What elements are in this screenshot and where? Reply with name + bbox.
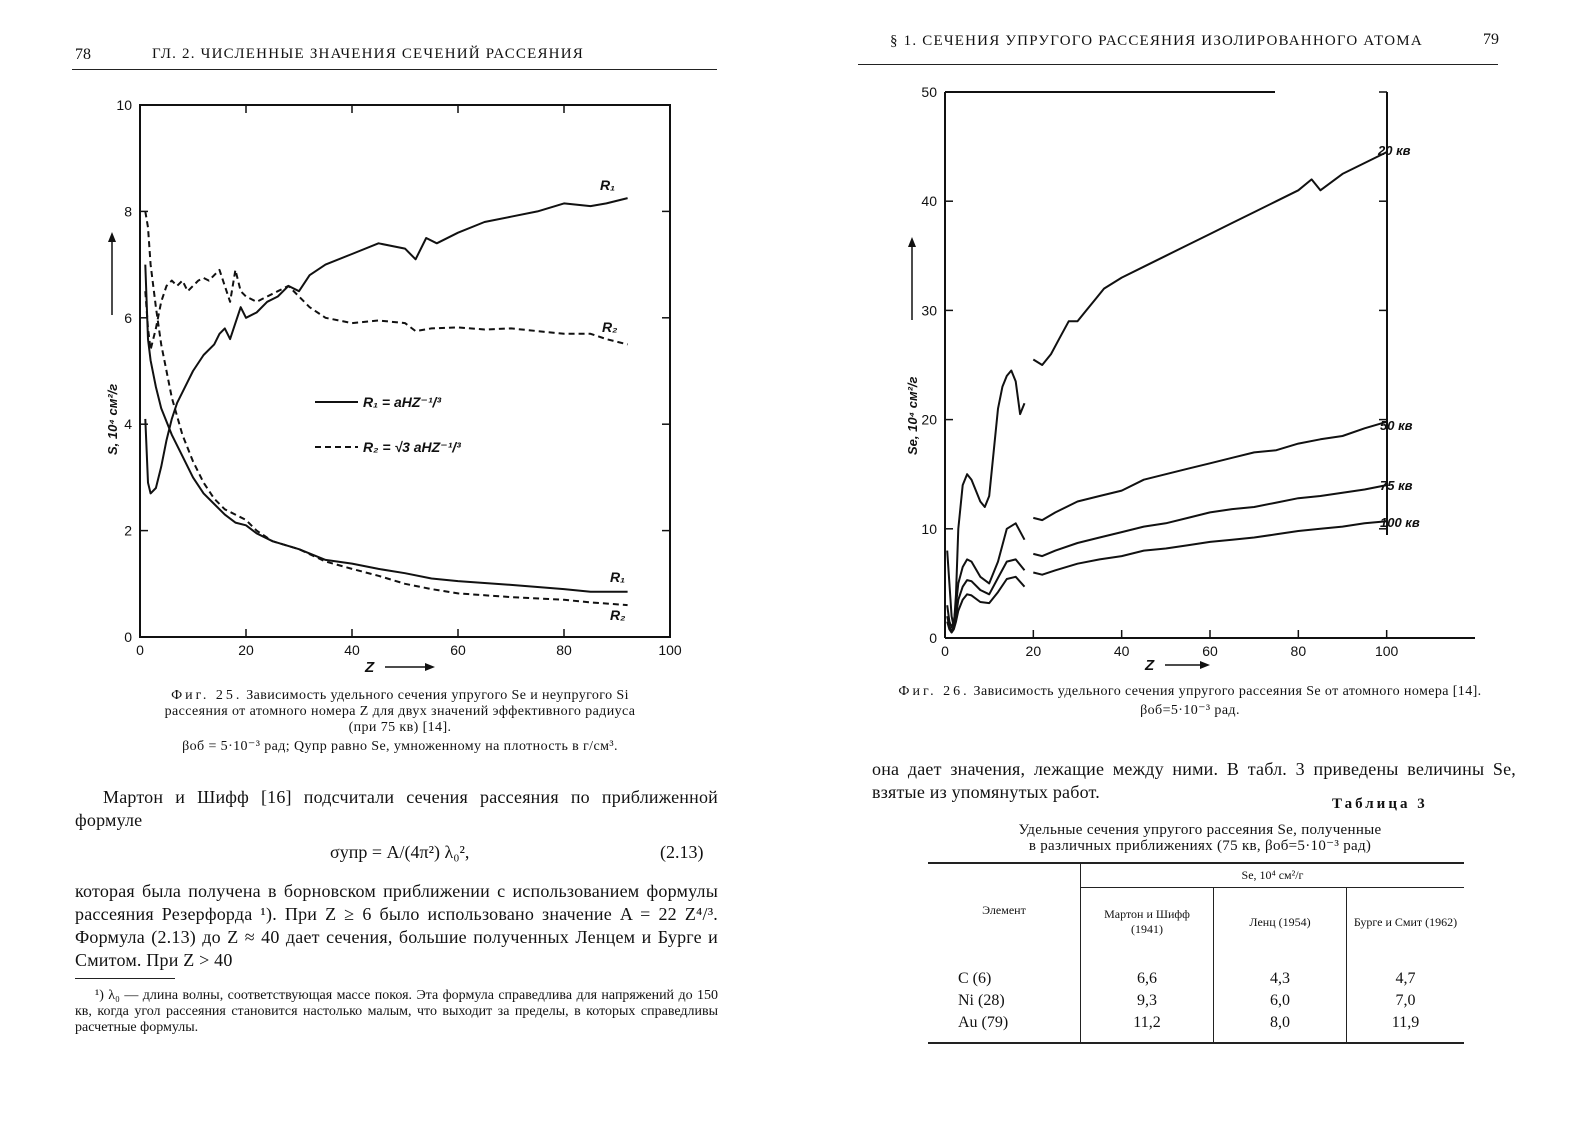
y-tick-label: 30: [921, 302, 937, 319]
x-tick-label: 80: [1290, 643, 1307, 659]
caption-label: Фиг. 25.: [171, 688, 243, 703]
caption-line: (при 75 кв) [14].: [348, 720, 452, 735]
y-tick-label: 4: [124, 416, 132, 433]
table-title: Таблица 3: [1332, 796, 1428, 812]
legend-label: R₂ = √3 aHZ⁻¹/³: [363, 439, 461, 455]
figure-26-chart: [890, 80, 1490, 680]
right-page: [790, 0, 1571, 1146]
legend-label: R₁ = aHZ⁻¹/³: [363, 394, 442, 410]
curve-label: R₂: [610, 607, 626, 623]
running-head: ГЛ. 2. ЧИСЛЕННЫЕ ЗНАЧЕНИЯ СЕЧЕНИЙ РАССЕЯНИЯ: [152, 46, 584, 62]
table-cell: 4,3: [1214, 956, 1347, 990]
table-cell: 6,6: [1081, 956, 1214, 990]
curve-label: R₁: [610, 569, 626, 585]
column-header: Ленц (1954): [1214, 888, 1347, 957]
x-tick-label: 40: [1113, 643, 1130, 659]
footnote: ¹) λ₀ — длина волны, соответствующая массе покоя. Эта формула справедлива для напряжений до 150 кв, когда угол рассеяния становится настолько малым, что выходит за пределы, в которых справедливы расчетные формулы.: [75, 988, 718, 1035]
table-caption: [940, 822, 1460, 854]
y-axis-label: S, 10⁴ см²/г: [105, 383, 120, 455]
y-tick-label: 0: [929, 630, 937, 646]
y-tick-label: 6: [124, 309, 132, 326]
curve-4-right: [1033, 521, 1386, 575]
x-tick-label: 100: [658, 642, 682, 658]
y-tick-label: 0: [124, 629, 132, 645]
formula-2-13: σупр = A/(4π²) λ₀²,: [330, 842, 470, 862]
footnote-rule: [75, 978, 175, 979]
y-tick-label: 40: [921, 193, 937, 210]
curve-label: R₂: [602, 319, 618, 335]
page-number: 78: [75, 46, 91, 63]
x-axis-arrowhead: [1200, 661, 1210, 669]
table-cell: 7,0: [1347, 990, 1465, 1012]
series-label: 20 кв: [1378, 143, 1411, 158]
table-cell: Au (79): [928, 1012, 1081, 1043]
figure-25-caption: [70, 688, 730, 755]
header-rule: [72, 69, 717, 70]
table-cell: 4,7: [1347, 956, 1465, 990]
table-caption-line: в различных приближениях (75 кв, βоб=5·10⁻³ рад): [1028, 838, 1372, 854]
series-label: 100 кв: [1380, 515, 1420, 530]
caption-line: βоб = 5·10⁻³ рад; Qупр равно Se, умноженному на плотность в г/см³.: [182, 739, 618, 754]
curve-label: R₁: [600, 177, 616, 193]
table-row: [928, 990, 1464, 1012]
curve-1-left: [947, 371, 1024, 628]
series-label: 75 кв: [1380, 478, 1413, 493]
page-number: 79: [1483, 31, 1499, 48]
x-tick-label: 100: [1374, 643, 1399, 659]
table-cell: 11,9: [1347, 1012, 1465, 1043]
y-tick-label: 8: [124, 203, 132, 220]
x-axis-arrowhead: [425, 663, 435, 671]
caption-line: βоб=5·10⁻³ рад.: [1140, 703, 1240, 718]
body-paragraph: которая была получена в борновском приближении с использованием формулы рассеяния Резерфорда ¹). При Z ≥ 6 было использовано значение A = 22 Z⁴/³. Формула (2.13) до Z ≈ 40 дает сечения, большие полученных Ленцем и Бурге и Смитом. При Z > 40: [75, 881, 718, 970]
x-tick-label: 40: [344, 642, 360, 658]
curve-3-right: [1033, 485, 1386, 556]
table-caption-line: Удельные сечения упругого рассеяния Se, полученные: [1018, 822, 1382, 838]
x-tick-label: 0: [136, 642, 144, 658]
y-axis-arrowhead: [108, 232, 116, 242]
caption-line: рассеяния от атомного номера Z для двух значений эффективного радиуса: [164, 704, 636, 719]
y-tick-label: 50: [921, 84, 937, 100]
column-header: Бурге и Смит (1962): [1347, 888, 1465, 957]
column-group-header: Se, 10⁴ см²/г: [1081, 863, 1465, 888]
y-axis-label: Se, 10⁴ см²/г: [905, 376, 920, 455]
table-cell: C (6): [958, 970, 992, 987]
y-tick-label: 10: [116, 97, 132, 113]
x-tick-label: 60: [1202, 643, 1218, 659]
caption-text: Зависимость удельного сечения упругого Se и неупругого Si: [246, 688, 629, 703]
figure-26-caption: [870, 684, 1510, 719]
running-head: § 1. СЕЧЕНИЯ УПРУГОГО РАССЕЯНИЯ ИЗОЛИРОВАННОГО АТОМА: [890, 33, 1423, 49]
header-rule: [858, 64, 1498, 65]
x-tick-label: 20: [1025, 643, 1042, 659]
table-cell: 9,3: [1081, 990, 1214, 1012]
y-axis-arrowhead: [908, 237, 916, 247]
x-axis-label: Z: [1145, 657, 1155, 674]
equation-number: (2.13): [660, 842, 704, 862]
table-cell: 6,0: [1214, 990, 1347, 1012]
table-row: [928, 1012, 1464, 1043]
column-header-element: Элемент: [928, 863, 1081, 956]
figure-25-chart: [90, 90, 690, 676]
caption-label: Фиг. 26.: [898, 684, 970, 699]
x-tick-label: 60: [450, 642, 466, 658]
table-cell: 11,2: [1081, 1012, 1214, 1043]
y-tick-label: 10: [921, 520, 937, 537]
table-cell: Ni (28): [958, 992, 1005, 1009]
series-label: 50 кв: [1380, 418, 1413, 433]
table-row: [928, 956, 1464, 990]
plot-frame: [140, 105, 670, 637]
curve-3-left: [947, 559, 1024, 630]
left-page: [0, 0, 770, 1146]
table-cell: 8,0: [1214, 1012, 1347, 1043]
caption-line: [70, 688, 730, 704]
x-tick-label: 20: [238, 642, 254, 658]
column-header: Мартон и Шифф (1941): [1081, 888, 1214, 957]
curve-2-right: [1033, 422, 1386, 520]
x-tick-label: 80: [556, 642, 572, 658]
curve-inelastic-r1: [145, 265, 627, 592]
x-axis-label: Z: [365, 659, 375, 676]
data-table: [928, 862, 1464, 1044]
y-tick-label: 2: [124, 522, 132, 539]
caption-line: [870, 684, 1510, 700]
y-tick-label: 20: [921, 411, 937, 428]
body-paragraph: она дает значения, лежащие между ними. В табл. 3 приведены величины Se, взятые из упомянутых работ.: [872, 759, 1516, 802]
body-paragraph: Мартон и Шифф [16] подсчитали сечения рассеяния по приближенной формуле: [75, 787, 718, 830]
curve-1-right: [1033, 152, 1386, 365]
caption-text: Зависимость удельного сечения упругого рассеяния Se от атомного номера [14].: [973, 684, 1482, 699]
x-tick-label: 0: [941, 643, 949, 659]
